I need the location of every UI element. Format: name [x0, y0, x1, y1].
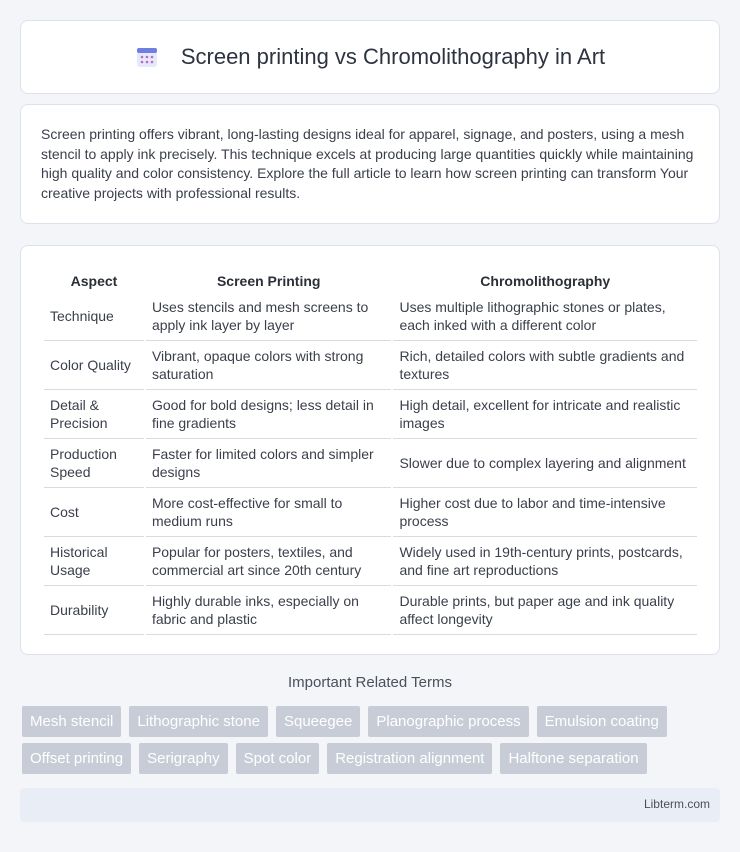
calendar-icon — [135, 45, 159, 69]
related-term-tag[interactable]: Spot color — [236, 743, 320, 774]
cell-aspect: Durability — [44, 586, 144, 635]
header-screen-printing: Screen Printing — [216, 273, 321, 289]
cell-aspect: Cost — [44, 488, 144, 537]
cell-chromolithography: Durable prints, but paper age and ink quality affect longevity — [393, 586, 697, 635]
cell-screen-printing: Uses stencils and mesh screens to apply ink layer by layer — [146, 292, 392, 341]
related-terms-title: Important Related Terms — [288, 674, 452, 691]
header-aspect: Aspect — [70, 273, 118, 289]
cell-aspect: Color Quality — [44, 341, 144, 390]
cell-aspect: Technique — [44, 292, 144, 341]
table-row — [44, 439, 697, 488]
header-chromolithography: Chromolithography — [480, 273, 611, 289]
cell-screen-printing: Faster for limited colors and simpler designs — [146, 439, 392, 488]
related-term-tag[interactable]: Emulsion coating — [537, 706, 667, 737]
cell-screen-printing: More cost-effective for small to medium runs — [146, 488, 392, 537]
cell-screen-printing: Highly durable inks, especially on fabric and plastic — [146, 586, 392, 635]
cell-chromolithography: Rich, detailed colors with subtle gradients and textures — [393, 341, 697, 390]
cell-screen-printing: Good for bold designs; less detail in fine gradients — [146, 390, 392, 439]
cell-aspect: Historical Usage — [44, 537, 144, 586]
related-term-tag[interactable]: Squeegee — [276, 706, 360, 737]
table-row — [44, 586, 697, 635]
cell-aspect: Detail & Precision — [44, 390, 144, 439]
cell-screen-printing: Popular for posters, textiles, and commercial art since 20th century — [146, 537, 392, 586]
related-term-tag[interactable]: Registration alignment — [327, 743, 492, 774]
related-term-tag[interactable]: Mesh stencil — [22, 706, 121, 737]
intro-card — [20, 104, 720, 224]
table-row — [44, 537, 697, 586]
comparison-table — [42, 266, 699, 635]
title-card — [20, 20, 720, 94]
related-term-tag[interactable]: Offset printing — [22, 743, 131, 774]
cell-chromolithography: Higher cost due to labor and time-intensive process — [393, 488, 697, 537]
comparison-card — [20, 245, 720, 655]
page-title: Screen printing vs Chromolithography in Art — [180, 44, 606, 69]
related-term-tag[interactable]: Lithographic stone — [129, 706, 268, 737]
table-header-row — [44, 266, 697, 292]
related-term-tag[interactable]: Planographic process — [368, 706, 528, 737]
cell-chromolithography: Slower due to complex layering and alignment — [393, 439, 697, 488]
related-terms-list — [22, 706, 722, 774]
footer — [20, 788, 720, 822]
table-row — [44, 341, 697, 390]
cell-chromolithography: Uses multiple lithographic stones or plates, each inked with a different color — [393, 292, 697, 341]
table-row — [44, 488, 697, 537]
related-term-tag[interactable]: Halftone separation — [500, 743, 646, 774]
cell-screen-printing: Vibrant, opaque colors with strong saturation — [146, 341, 392, 390]
related-term-tag[interactable]: Serigraphy — [139, 743, 228, 774]
intro-text: Screen printing offers vibrant, long-lasting designs ideal for apparel, signage, and posters, using a mesh stencil to apply ink precisely. This technique excels at producing large quantities quickly while maintaining high quality and color consistency. Explore the full article to learn how screen printing can transform Your creative projects with professional results. — [41, 126, 694, 201]
cell-chromolithography: High detail, excellent for intricate and realistic images — [393, 390, 697, 439]
cell-chromolithography: Widely used in 19th-century prints, postcards, and fine art reproductions — [393, 537, 697, 586]
footer-brand-link[interactable]: Libterm.com — [643, 797, 710, 811]
table-row — [44, 292, 697, 341]
cell-aspect: Production Speed — [44, 439, 144, 488]
table-row — [44, 390, 697, 439]
